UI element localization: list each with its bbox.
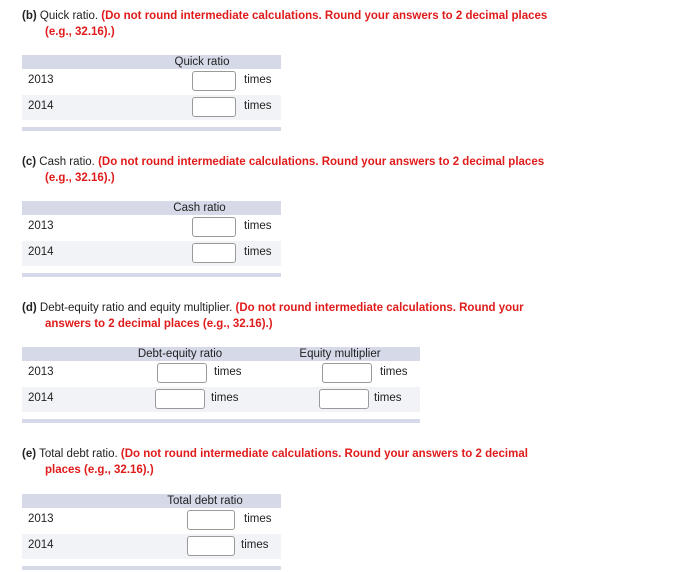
question-b-title: Quick ratio. <box>39 10 99 22</box>
unit-label: times <box>380 366 408 378</box>
unit-label: times <box>374 392 402 404</box>
question-d <box>22 300 524 332</box>
table-row-2014 <box>22 241 281 266</box>
question-e-instructions: (Do not round intermediate calculations. Round your answers to 2 decimal <box>120 448 528 460</box>
total-debt-ratio-2014-input[interactable] <box>187 536 235 556</box>
total-debt-ratio-2013-input[interactable] <box>187 510 235 530</box>
table-header <box>22 347 420 361</box>
table-header <box>22 494 281 508</box>
question-d-instructions-2: answers to 2 decimal places (e.g., 32.16).) <box>45 318 273 330</box>
table-footer-bar <box>22 419 420 423</box>
question-b <box>22 8 547 40</box>
question-c <box>22 154 544 186</box>
question-e-label: (e) <box>22 448 37 460</box>
question-d-title: Debt-equity ratio and equity multiplier. <box>39 302 233 314</box>
question-b-label: (b) <box>22 10 37 22</box>
debt-equity-ratio-2014-input[interactable] <box>155 389 205 409</box>
quick-ratio-2013-input[interactable] <box>192 71 236 91</box>
unit-label: times <box>244 220 272 232</box>
unit-label: times <box>214 366 242 378</box>
year-label: 2013 <box>28 74 54 86</box>
table-footer-bar <box>22 273 281 277</box>
table-row-2014 <box>22 534 281 559</box>
question-b-instructions-2: (e.g., 32.16).) <box>45 26 115 38</box>
question-b-instructions: (Do not round intermediate calculations. Round your answers to 2 decimal places <box>101 10 548 22</box>
total-debt-ratio-table <box>22 494 281 572</box>
year-label: 2014 <box>28 246 54 258</box>
year-label: 2014 <box>28 392 54 404</box>
year-label: 2013 <box>28 220 54 232</box>
year-label: 2014 <box>28 100 54 112</box>
question-c-instructions-2: (e.g., 32.16).) <box>45 172 115 184</box>
equity-multiplier-2014-input[interactable] <box>319 389 369 409</box>
quick-ratio-2014-input[interactable] <box>192 97 236 117</box>
question-d-label: (d) <box>22 302 37 314</box>
table-row-2013 <box>22 508 281 533</box>
unit-label: times <box>244 74 272 86</box>
cash-ratio-2013-input[interactable] <box>192 217 236 237</box>
column-header-cash-ratio: Cash ratio <box>173 202 226 214</box>
year-label: 2013 <box>28 513 54 525</box>
unit-label: times <box>244 246 272 258</box>
column-header-total-debt-ratio: Total debt ratio <box>167 495 243 507</box>
table-header <box>22 55 281 69</box>
table-footer-bar <box>22 127 281 131</box>
year-label: 2014 <box>28 539 54 551</box>
cash-ratio-2014-input[interactable] <box>192 243 236 263</box>
column-header-equity-multiplier: Equity multiplier <box>299 348 381 360</box>
table-row-2013 <box>22 361 420 386</box>
question-d-instructions: (Do not round intermediate calculations. Round your <box>235 302 524 314</box>
column-header-quick-ratio: Quick ratio <box>174 56 230 68</box>
table-row-2013 <box>22 69 281 94</box>
unit-label: times <box>211 392 239 404</box>
question-c-label: (c) <box>22 156 37 168</box>
column-header-debt-equity-ratio: Debt-equity ratio <box>137 348 223 360</box>
table-row-2013 <box>22 215 281 240</box>
cash-ratio-table <box>22 201 281 279</box>
question-e-title: Total debt ratio. <box>39 448 118 460</box>
unit-label: times <box>241 539 269 551</box>
equity-multiplier-2013-input[interactable] <box>322 363 372 383</box>
unit-label: times <box>244 100 272 112</box>
question-e <box>22 446 528 478</box>
table-footer-bar <box>22 566 281 570</box>
table-row-2014 <box>22 387 420 412</box>
table-header <box>22 201 281 215</box>
question-e-instructions-2: places (e.g., 32.16).) <box>45 464 154 476</box>
table-row-2014 <box>22 95 281 120</box>
unit-label: times <box>244 513 272 525</box>
question-c-title: Cash ratio. <box>39 156 95 168</box>
quick-ratio-table <box>22 55 281 133</box>
question-c-instructions: (Do not round intermediate calculations. Round your answers to 2 decimal places <box>98 156 545 168</box>
debt-equity-table <box>22 347 420 425</box>
debt-equity-ratio-2013-input[interactable] <box>157 363 207 383</box>
year-label: 2013 <box>28 366 54 378</box>
